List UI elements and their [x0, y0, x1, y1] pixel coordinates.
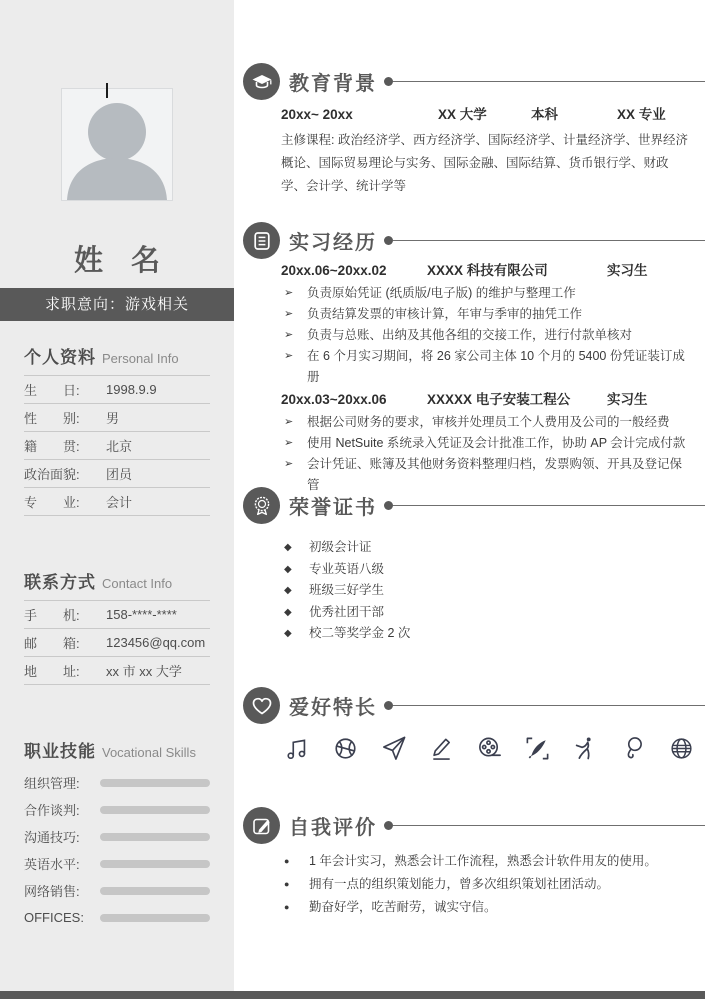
skill-row — [24, 850, 210, 877]
skill-row — [24, 769, 210, 796]
skill-bar-track — [100, 833, 210, 841]
section-title: 爱好特长 — [289, 697, 377, 719]
skill-bar-track — [100, 860, 210, 868]
hobbies-section — [234, 687, 705, 762]
job-bullets — [281, 283, 691, 388]
bullet-text: 在 6 个月实习期间，将 26 家公司主体 10 个月的 5400 份凭证装订成册 — [307, 349, 685, 384]
section-title: 教育背景 — [289, 73, 377, 95]
row-label: 籍 贯: — [24, 439, 80, 454]
pencil-icon — [428, 735, 455, 762]
row-label: 性 别: — [24, 411, 80, 426]
skill-label: 组织管理: — [24, 776, 80, 791]
education-school: XX 大学 — [438, 107, 487, 122]
evaluation-text: 勤奋好学，吃苦耐劳，诚实守信。 — [309, 900, 497, 914]
diamond-bullet-icon: ◆ — [284, 628, 292, 639]
skill-label: 网络销售: — [24, 884, 80, 899]
header-dot — [384, 501, 393, 510]
header-dot — [384, 821, 393, 830]
globe-icon — [668, 735, 695, 762]
row-label: 地 址: — [24, 664, 80, 679]
job-company: XXXX 科技有限公司 — [427, 263, 548, 278]
compose-pencil-icon — [243, 807, 280, 844]
evaluation-section — [234, 807, 705, 919]
section-header — [234, 222, 705, 259]
circle-bullet-icon: ● — [284, 902, 290, 912]
list-item — [281, 283, 691, 304]
diamond-bullet-icon: ◆ — [284, 585, 292, 596]
row-label: 政治面貌: — [24, 467, 80, 482]
contact-info-section — [24, 568, 210, 685]
education-courses: 主修课程: 政治经济学、西方经济学、国际经济学、计量经济学、世界经济概论、国际贸易理论与实务、国际金融、国际结算、货币银行学、财政学、会计学、统计学等 — [281, 133, 688, 193]
skills-title-zh: 职业技能 — [24, 742, 96, 761]
row-value: 1998.9.9 — [106, 382, 157, 397]
table-row — [24, 460, 210, 488]
bullet-text: 负责结算发票的审核计算，年审与季审的抽凭工作 — [307, 307, 583, 321]
music-icon — [284, 735, 311, 762]
job-role: 实习生 — [607, 392, 648, 407]
skill-row — [24, 877, 210, 904]
list-item — [281, 537, 691, 559]
personal-info-table — [24, 375, 210, 516]
personal-info-section — [24, 343, 210, 516]
photo-placeholder — [61, 88, 173, 201]
journal-icon — [243, 222, 280, 259]
skill-bar-track — [100, 914, 210, 922]
avatar-icon — [62, 89, 172, 200]
header-rule — [393, 240, 705, 241]
skills-section — [24, 737, 210, 931]
honor-text: 优秀社团干部 — [309, 604, 385, 619]
section-title: 荣誉证书 — [289, 497, 377, 519]
signature-quill-icon — [524, 735, 551, 762]
header-rule — [393, 505, 705, 506]
honors-section — [234, 487, 705, 645]
honor-text: 校二等奖学金 2 次 — [309, 626, 411, 640]
arrow-bullet-icon: ➢ — [284, 329, 294, 341]
table-row — [24, 657, 210, 685]
job-period: 20xx.03~20xx.06 — [281, 392, 387, 407]
candidate-name: 姓 名 — [73, 245, 171, 277]
job-bullets — [281, 412, 691, 496]
honor-text: 初级会计证 — [309, 540, 372, 554]
skills-title-en: Vocational Skills — [102, 745, 196, 760]
education-degree: 本科 — [531, 107, 558, 122]
table-row — [24, 404, 210, 432]
diamond-bullet-icon: ◆ — [284, 542, 292, 553]
list-item — [281, 304, 691, 325]
graduation-cap-icon — [243, 63, 280, 100]
main-column — [234, 0, 705, 991]
row-value: 123456@qq.com — [106, 635, 206, 650]
table-row — [24, 432, 210, 460]
hobby-icons-row — [284, 735, 705, 762]
skill-label: 沟通技巧: — [24, 830, 80, 845]
list-item — [281, 412, 691, 433]
skill-bar-track — [100, 806, 210, 814]
table-row — [24, 376, 210, 404]
education-section — [234, 63, 705, 198]
row-value: xx 市 xx 大学 — [106, 664, 182, 679]
basketball-icon — [332, 735, 359, 762]
internship-body — [281, 262, 691, 496]
arrow-bullet-icon: ➢ — [284, 458, 294, 470]
job-header-row — [281, 262, 691, 280]
arrow-bullet-icon: ➢ — [284, 350, 294, 362]
honor-text: 班级三好学生 — [309, 583, 385, 597]
section-header — [234, 487, 705, 524]
arrow-bullet-icon: ➢ — [284, 416, 294, 428]
arrow-bullet-icon: ➢ — [284, 287, 294, 299]
medal-icon — [243, 487, 280, 524]
text-cursor-artifact — [106, 83, 108, 98]
heart-icon — [243, 687, 280, 724]
table-row — [24, 629, 210, 657]
airplane-icon — [380, 735, 407, 762]
circle-bullet-icon: ● — [284, 879, 290, 889]
sidebar — [0, 0, 234, 991]
row-label: 手 机: — [24, 608, 80, 623]
diamond-bullet-icon: ◆ — [284, 606, 292, 618]
skill-label: 合作谈判: — [24, 803, 80, 818]
evaluation-list — [281, 850, 691, 919]
row-label: 生 日: — [24, 383, 80, 398]
job-header-row — [281, 391, 691, 409]
job-objective-banner: 求职意向：游戏相关 — [0, 288, 234, 321]
evaluation-text: 拥有一点的组织策划能力，曾多次组织策划社团活动。 — [309, 877, 610, 891]
bullet-text: 负责原始凭证 (纸质版/电子版) 的维护与整理工作 — [307, 286, 576, 300]
row-value: 会计 — [106, 495, 133, 510]
row-value: 团员 — [106, 467, 133, 482]
list-item — [281, 346, 691, 388]
row-label: 邮 箱: — [24, 636, 80, 651]
header-dot — [384, 236, 393, 245]
skill-row — [24, 904, 210, 931]
personal-info-title — [24, 343, 210, 368]
honors-list — [281, 537, 691, 645]
list-item — [281, 433, 691, 454]
film-reel-icon — [476, 735, 503, 762]
bullet-text: 使用 NetSuite 系统录入凭证及会计批准工作，协助 AP 会计完成付款 — [307, 436, 686, 450]
list-item — [281, 850, 691, 873]
job-company: XXXXX 电子安装工程公 — [427, 392, 571, 407]
personal-info-title-zh: 个人资料 — [24, 348, 96, 367]
bullet-text: 负责与总账、出纳及其他各组的交接工作，进行付款单核对 — [307, 328, 633, 342]
bullet-text: 根据公司财务的要求，审核并处理员工个人费用及公司的一般经费 — [307, 415, 670, 429]
education-row — [281, 106, 691, 124]
skill-row — [24, 796, 210, 823]
contact-info-table — [24, 600, 210, 685]
contact-info-title-zh: 联系方式 — [24, 573, 96, 592]
bullet-text: 会计凭证、账簿及其他财务资料整理归档，发票购领、开具及登记保管 — [307, 457, 683, 492]
arrow-bullet-icon: ➢ — [284, 437, 294, 449]
contact-info-title — [24, 568, 210, 593]
contact-info-title-en: Contact Info — [102, 576, 173, 591]
education-major: XX 专业 — [617, 107, 666, 122]
header-rule — [393, 825, 705, 826]
section-title: 自我评价 — [289, 817, 377, 839]
arrow-bullet-icon: ➢ — [284, 308, 294, 320]
list-item — [281, 896, 691, 919]
table-tennis-paddle-icon — [620, 735, 647, 762]
header-dot — [384, 701, 393, 710]
row-value: 158-****-**** — [106, 607, 177, 622]
skill-label: 英语水平: — [24, 857, 80, 872]
internship-section — [234, 222, 705, 496]
education-body — [281, 106, 691, 198]
job-period: 20xx.06~20xx.02 — [281, 263, 387, 278]
skill-bar-track — [100, 887, 210, 895]
section-header — [234, 807, 705, 844]
row-label: 专 业: — [24, 495, 80, 510]
circle-bullet-icon: ● — [284, 856, 290, 866]
skill-row — [24, 823, 210, 850]
diamond-bullet-icon: ◆ — [284, 563, 292, 575]
skills-title — [24, 737, 210, 762]
list-item — [281, 873, 691, 896]
list-item — [281, 623, 691, 645]
evaluation-text: 1 年会计实习，熟悉会计工作流程，熟悉会计软件用友的使用。 — [309, 854, 657, 868]
footer-accent-bar — [0, 991, 705, 999]
education-period: 20xx~ 20xx — [281, 107, 353, 122]
list-item — [281, 325, 691, 346]
section-header — [234, 687, 705, 724]
dancer-icon — [572, 735, 599, 762]
skill-bar-track — [100, 779, 210, 787]
header-rule — [393, 705, 705, 706]
skill-label: OFFICES: — [24, 910, 84, 925]
list-item — [281, 559, 691, 581]
honor-text: 专业英语八级 — [309, 561, 385, 576]
table-row — [24, 601, 210, 629]
list-item — [281, 580, 691, 602]
row-value: 男 — [106, 411, 120, 426]
job-role: 实习生 — [607, 263, 648, 278]
header-dot — [384, 77, 393, 86]
section-title: 实习经历 — [289, 232, 377, 254]
list-item — [281, 602, 691, 624]
skills-list — [24, 769, 210, 931]
header-rule — [393, 81, 705, 82]
table-row — [24, 488, 210, 516]
row-value: 北京 — [106, 439, 133, 454]
personal-info-title-en: Personal Info — [102, 351, 179, 366]
section-header — [234, 63, 705, 100]
